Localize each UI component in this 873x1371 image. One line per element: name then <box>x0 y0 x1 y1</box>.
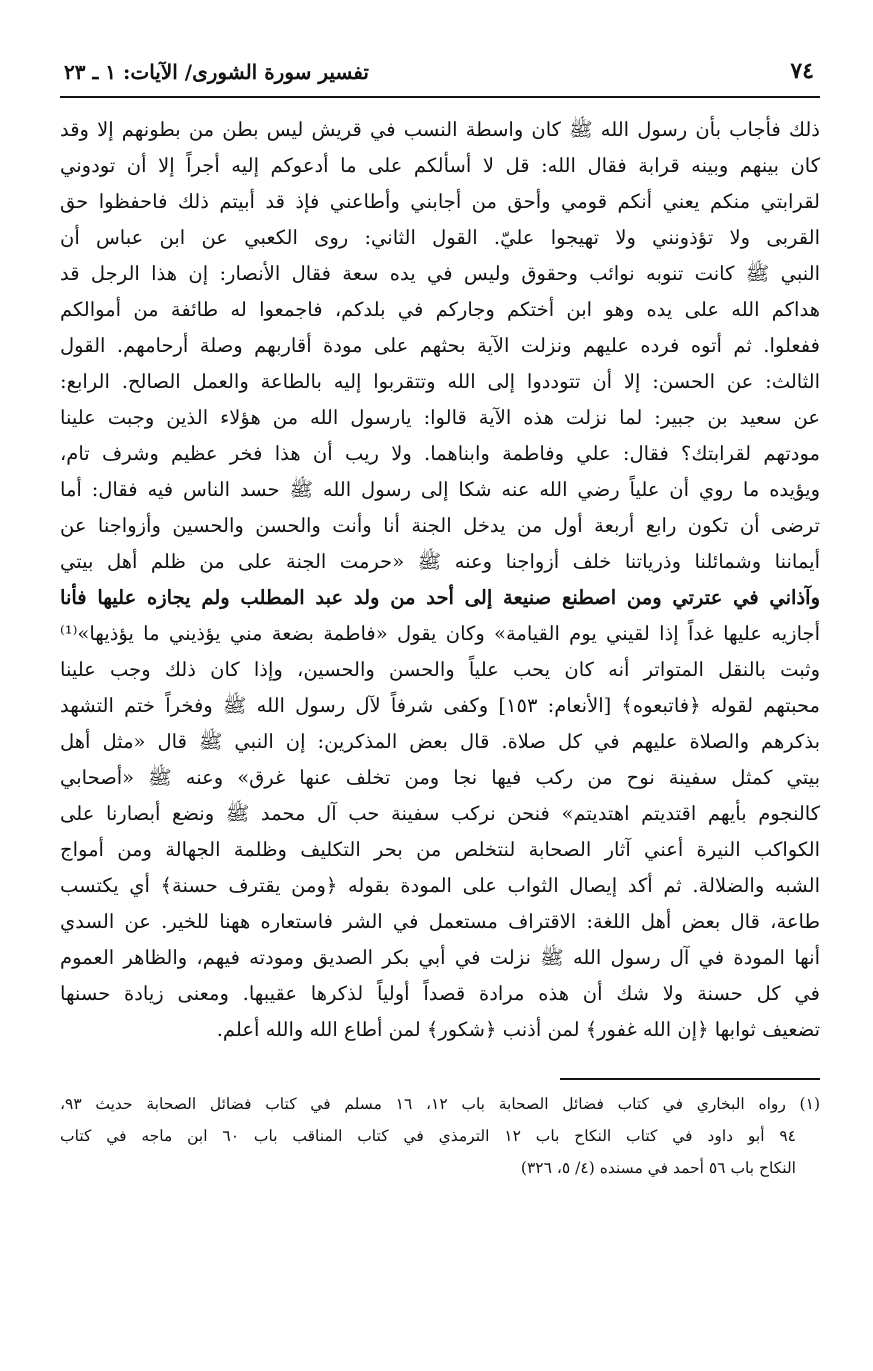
footnote-line: النكاح باب ٥٦ أحمد في مسنده (٤/ ٥، ٣٢٦) <box>520 1159 796 1177</box>
page-header <box>60 50 820 98</box>
text-line: الشبه والضلالة. ثم أكد إيصال الثواب على المودة بقوله ﴿ومن يقترف حسنة﴾ أي يكتسب <box>60 874 820 897</box>
text-line: وآذاني في عترتي ومن اصطنع صنيعة إلى أحد من ولد عبد المطلب ولم يجازه عليها فأنا <box>60 586 820 609</box>
text-line: عن سعيد بن جبير: لما نزلت هذه الآية قالوا: يارسول الله من هؤلاء الذين وجبت علينا <box>60 406 820 429</box>
text-line: الكواكب النيرة أعني آثار الصحابة لنتخلص من بحر التكليف وظلمة الجهالة ومن أمواج <box>60 838 820 861</box>
body-text <box>60 112 820 1048</box>
text-line: مودتهم لقرابتك؟ فقال: علي وفاطمة وابناهما. ولا ريب أن هذا فخر عظيم وشرف تام، <box>60 442 820 465</box>
text-line: بذكرهم والصلاة عليهم في كل صلاة. قال بعض المذكرين: إن النبي ﷺ قال «مثل أهل <box>60 730 820 753</box>
text-line: أجازيه عليها غداً إذا لقيني يوم القيامة» وكان يقول «فاطمة بضعة مني يؤذيني ما يؤذيها»⁽¹⁾ <box>60 622 820 645</box>
text-line: لقرابتي منكم يعني أنكم قومي وأحق من أجابني وأطاعني فإذ قد أبيتم ذلك فاحفظوا حق <box>60 190 820 213</box>
footnote-separator <box>560 1078 820 1080</box>
text-line: بيتي كمثل سفينة نوح من ركب فيها نجا ومن تخلف عنها غرق» وعنه ﷺ «أصحابي <box>60 766 820 789</box>
footnote-line: ٩٤ أبو داود في كتاب النكاح باب ١٢ الترمذي في كتاب المناقب باب ٦٠ ابن ماجه في كتاب <box>60 1127 796 1145</box>
footnote-line: (١) رواه البخاري في كتاب فضائل الصحابة باب ١٢، ١٦ مسلم في كتاب فضائل الصحابة حديث ٩٣، <box>60 1095 820 1113</box>
text-line: وثبت بالنقل المتواتر أنه كان يحب علياً والحسن والحسين، وإذا كان ذلك وجب علينا <box>60 658 820 681</box>
page-number: ٧٤ <box>790 58 814 84</box>
text-line: أيماننا وشمائلنا وذرياتنا خلف أزواجنا وعنه ﷺ «حرمت الجنة على من ظلم أهل بيتي <box>60 550 820 573</box>
text-line: ترضى أن تكون رابع أربعة أول من يدخل الجنة أنا وأنت والحسن والحسين وأزواجنا عن <box>60 514 820 537</box>
text-line: ذلك فأجاب بأن رسول الله ﷺ كان واسطة النسب في قريش ليس بطن من بطونهم إلا وقد <box>60 118 820 141</box>
footnotes <box>60 1088 820 1184</box>
text-line: كالنجوم بأيهم اقتديتم اهتديتم» فنحن نركب سفينة حب آل محمد ﷺ ونضع أبصارنا على <box>60 802 820 825</box>
text-line: كان بينهم وبينه قرابة فقال الله: قل لا أسألكم على ما أدعوكم إليه أجراً إلا أن تودوني <box>60 154 820 177</box>
text-line: الثالث: عن الحسن: إلا أن تتوددوا إلى الله وتتقربوا إليه بالطاعة والعمل الصالح. الرابع: <box>60 370 820 393</box>
text-line: محبتهم لقوله ﴿فاتبعوه﴾ [الأنعام: ١٥٣] وكفى شرفاً لآل رسول الله ﷺ وفخراً ختم التشهد <box>60 694 821 717</box>
text-line: هداكم الله على يده وهو ابن أختكم وجاركم في بلدكم، فاجمعوا له طائفة من أموالكم <box>60 298 820 321</box>
text-line: ففعلوا. ثم أتوه فرده عليهم ونزلت الآية بحثهم على مودة أقاربهم وصلة أرحامهم. القول <box>60 334 820 357</box>
text-line: النبي ﷺ كانت تنوبه نوائب وحقوق وليس في يده سعة فقال الأنصار: إن هذا الرجل قد <box>60 262 820 285</box>
text-line: في كل حسنة ولا شك أن هذه مرادة قصداً أولياً لذكرها عقيبها. ومعنى زيادة حسنها <box>60 982 820 1005</box>
text-line: القربى ولا تؤذونني ولا تهيجوا عليّ. القول الثاني: روى الكعبي عن ابن عباس أن <box>60 226 820 249</box>
running-title: تفسير سورة الشورى/ الآيات: ١ ـ ٢٣ <box>64 60 369 84</box>
text-line: طاعة، قال بعض أهل اللغة: الاقتراف مستعمل في الشر فاستعاره ههنا للخير. عن السدي <box>60 910 820 933</box>
book-page <box>60 50 820 1184</box>
text-line: أنها المودة في آل رسول الله ﷺ نزلت في أبي بكر الصديق ومودته فيهم، والظاهر العموم <box>60 946 820 969</box>
text-line: تضعيف ثوابها ﴿إن الله غفور﴾ لمن أذنب ﴿شكور﴾ لمن أطاع الله والله أعلم. <box>216 1018 820 1041</box>
text-line: ويؤيده ما روي أن علياً رضي الله عنه شكا إلى رسول الله ﷺ حسد الناس فيه فقال: أما <box>60 478 820 501</box>
